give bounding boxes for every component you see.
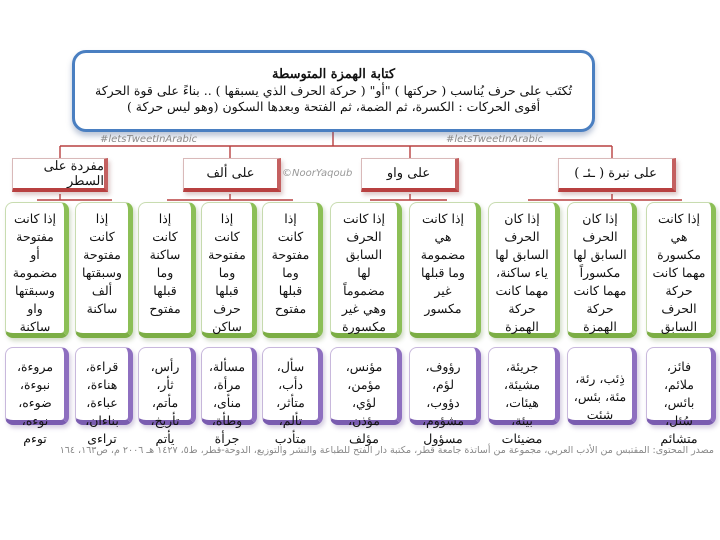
example-box: قراءة، هناءة، عباءة، بناءان، تراءى bbox=[75, 347, 133, 425]
example-box: سأل، دأب، متأثر، تألم، متأدب bbox=[262, 347, 323, 425]
rule-box bbox=[72, 50, 595, 132]
strength-line: أقوى الحركات : الكسرة، ثم الضمة، ثم الفتحة وبعدها السكون (وهو ليس حركة ) bbox=[126, 99, 541, 114]
example-box: فائز، ملائم، بائس، سُئل، متشائم bbox=[646, 347, 716, 425]
condition-box: إذا كانت مفتوحة وما قبلها مفتوح bbox=[262, 202, 323, 338]
condition-box: إذا كانت هي مضمومة وما قبلها غير مكسور bbox=[409, 202, 481, 338]
condition-box: إذا كان الحرف السابق لها مكسوراً مهما كانت حركة الهمزة bbox=[567, 202, 637, 338]
watermark: ©NoorYaqoub bbox=[282, 168, 353, 179]
example-box: رؤوف، لؤم، دؤوب، مشؤوم، مسؤول bbox=[409, 347, 481, 425]
hashtag-left: #letsTweetInArabic bbox=[100, 134, 198, 145]
example-box: جريئة، مشيئة، هيئات، بيئة، مضيئات bbox=[488, 347, 560, 425]
category-line: مفردة على السطر bbox=[12, 158, 108, 192]
category-waw: على واو bbox=[361, 158, 459, 192]
source-note: مصدر المحتوى: المقتبس من الأدب العربي، مجموعة من أساتذة جامعة قطر، مكتبة دار الفتح للطباعة والنشر والتوزيع، الدوحة-قطر، ط٥، ١٤٢٧ هـ ٢٠٠٦ م، ص١٦٣، ١٦٤ bbox=[59, 445, 714, 456]
example-box: ذِئب، رئة، مئة، بئس، شئت bbox=[567, 347, 637, 425]
example-box: مسألة، مرأة، منأى، وطأة، جرأة bbox=[201, 347, 257, 425]
rule-line: تُكتَب على حرف يُناسب ( حركتها ) "أو" ( حركة الحرف الذي يسبقها ) .. بناءً على قوة الحركة bbox=[95, 83, 572, 98]
hashtag-right: #letsTweetInArabic bbox=[446, 134, 544, 145]
example-box: مروءة، نبوءة، ضوءه، نوءه، توءم bbox=[5, 347, 69, 425]
category-alif: على ألف bbox=[183, 158, 281, 192]
condition-box: إذا كان الحرف السابق لها ياء ساكنة، مهما كانت حركة الهمزة bbox=[488, 202, 560, 338]
condition-box: إذا كانت مفتوحة وسبقتها ألف ساكنة bbox=[75, 202, 133, 338]
condition-box: إذا كانت الحرف السابق لها مضموماً وهي غير مكسورة bbox=[330, 202, 402, 338]
condition-box: إذا كانت مفتوحة وما قبلها حرف ساكن bbox=[201, 202, 257, 338]
category-nabra: على نبرة ( ـئـ ) bbox=[558, 158, 676, 192]
example-box: رأس، ثأر، مأتم، تأريخ، يأتم bbox=[138, 347, 196, 425]
example-box: مؤنس، مؤمن، لؤي، مؤذن، مؤلف bbox=[330, 347, 402, 425]
condition-box: إذا كانت ساكنة وما قبلها مفتوح bbox=[138, 202, 196, 338]
diagram-title: كتابة الهمزة المتوسطة bbox=[271, 67, 396, 82]
condition-box: إذا كانت هي مكسورة مهما كانت حركة الحرف السابق bbox=[646, 202, 716, 338]
condition-box: إذا كانت مفتوحة أو مضمومة وسبقتها واو ساكنة bbox=[5, 202, 69, 338]
